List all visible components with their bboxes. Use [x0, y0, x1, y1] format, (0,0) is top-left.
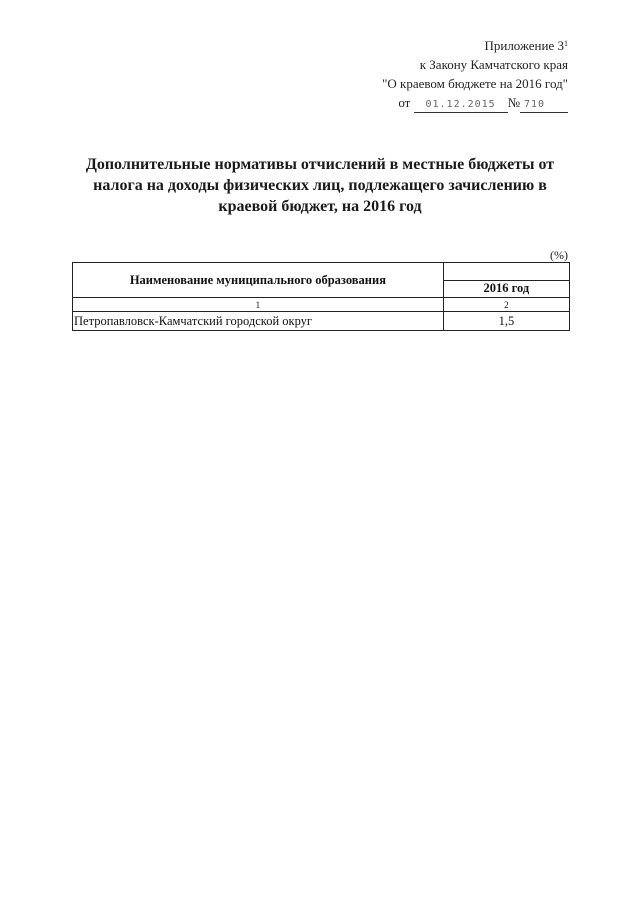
municipality-column-header: Наименование муниципального образования: [73, 263, 444, 298]
number-field: 710: [520, 98, 568, 113]
appendix-label: Приложение 3: [484, 38, 564, 53]
table-header-row: [73, 263, 570, 281]
year-header-spacer: [443, 263, 569, 281]
year-column-header: 2016 год: [443, 280, 569, 298]
column-number-1: 1: [73, 298, 444, 312]
date-field: 01.12.2015: [414, 98, 508, 113]
law-reference: к Закону Камчатского края: [419, 57, 568, 72]
date-number-line: [382, 93, 568, 113]
column-number-row: [73, 298, 570, 312]
document-title: [60, 154, 580, 217]
title-line-3: краевой бюджет, на 2016 год: [218, 198, 422, 215]
appendix-label-line: [382, 36, 568, 55]
appendix-superscript: 1: [564, 39, 568, 48]
municipality-name: Петропавловск-Камчатский городской округ: [73, 312, 444, 331]
title-line-1: Дополнительные нормативы отчислений в местные бюджеты от: [85, 156, 555, 173]
from-label: от: [398, 95, 411, 110]
column-number-2: 2: [443, 298, 569, 312]
norm-value: 1,5: [443, 312, 569, 331]
number-label: №: [507, 95, 520, 110]
title-line-2: налога на доходы физических лиц, подлежащего зачислению в: [93, 177, 547, 194]
norms-table: [72, 262, 570, 331]
table-row: [73, 312, 570, 331]
budget-law-title: "О краевом бюджете на 2016 год": [382, 76, 568, 91]
unit-label: (%): [550, 248, 568, 262]
appendix-header: [382, 36, 568, 113]
